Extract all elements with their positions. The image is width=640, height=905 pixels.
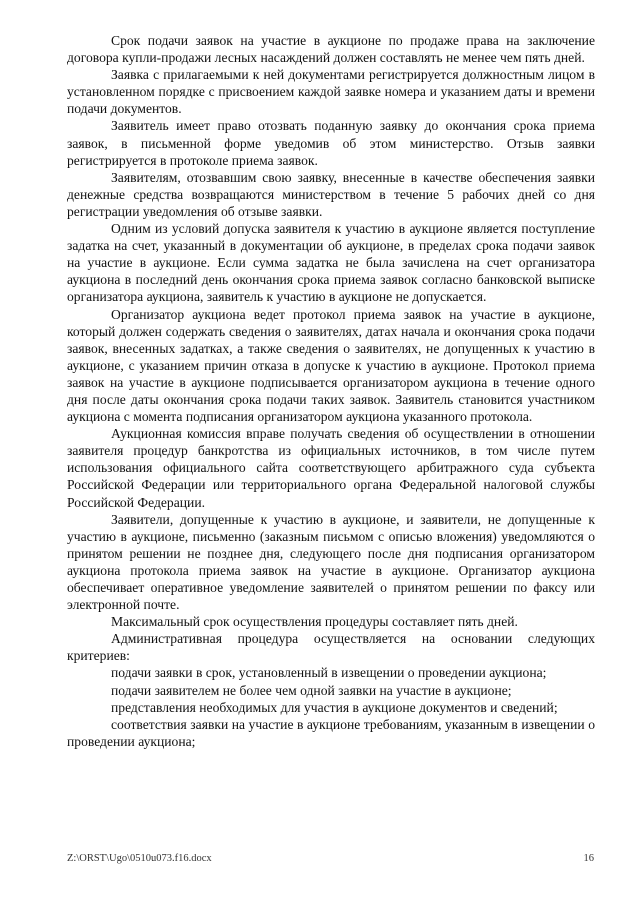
criteria-item: подачи заявки в срок, установленный в извещении о проведении аукциона; (111, 665, 547, 681)
paragraph: Максимальный срок осуществления процедуры составляет пять дней. (111, 614, 518, 630)
criteria-item: подачи заявителем не более чем одной заявки на участие в аукционе; (111, 682, 512, 698)
page-number: 16 (583, 853, 594, 864)
paragraph: Заявка с прилагаемыми к ней документами регистрируется должностным лицом в установленном порядке с присвоением каждой заявке номера и указанием даты и времени подачи документов. (67, 67, 595, 117)
document-body (67, 32, 595, 750)
footer-file-path: Z:\ORST\Ugo\0510u073.f16.docx (67, 853, 212, 864)
paragraph: Заявитель имеет право отозвать поданную заявку до окончания срока приема заявок, в письменной форме уведомив об этом министерство. Отзыв заявки регистрируется в протоколе приема заявок. (67, 118, 595, 168)
paragraph: Срок подачи заявок на участие в аукционе по продаже права на заключение договора купли-продажи лесных насаждений должен составлять не менее чем пять дней. (67, 33, 595, 66)
criteria-item: представления необходимых для участия в аукционе документов и сведений; (111, 699, 558, 715)
paragraph: Заявители, допущенные к участию в аукционе, и заявители, не допущенные к участию в аукционе, письменно (заказным письмом с описью вложения) уведомляются о принятом решении не позднее дня, следующего после дня подписания организатором аукциона протокола приема заявок на участие в аукционе. Организатор аукциона обеспечивает оперативное уведомление заявителей о принятом решении по факсу или электронной почте. (67, 511, 595, 613)
paragraph: Заявителям, отозвавшим свою заявку, внесенные в качестве обеспечения заявки денежные средства возвращаются министерством в течение 5 рабочих дней со дня регистрации уведомления об отзыве заявки. (67, 169, 595, 219)
paragraph: Организатор аукциона ведет протокол приема заявок на участие в аукционе, который должен содержать сведения о заявителях, датах начала и окончания срока подачи заявок, внесенных задатках, а также сведения о заявителях, не допущенных к участию в аукционе, с указанием причин отказа в допуске к участию в аукционе. Протокол приема заявок на участие в аукционе подписывается организатором аукциона в течение одного дня после даты окончания срока подачи таких заявок. Заявитель становится участником аукциона с момента подписания организатором аукциона указанного протокола. (67, 306, 595, 425)
criteria-item: соответствия заявки на участие в аукционе требованиям, указанным в извещении о проведении аукциона; (67, 716, 595, 749)
paragraph: Аукционная комиссия вправе получать сведения об осуществлении в отношении заявителя процедур банкротства из официальных источников, в том числе путем использования официального сайта соответствующего арбитражного суда субъекта Российской Федерации или территориального органа Федеральной налоговой службы Российской Федерации. (67, 426, 595, 510)
paragraph: Административная процедура осуществляется на основании следующих критериев: (67, 631, 595, 664)
paragraph: Одним из условий допуска заявителя к участию в аукционе является поступление задатка на счет, указанный в документации об аукционе, в пределах срока подачи заявок на участие в аукционе. Если сумма задатка не была зачислена на счет организатора аукциона в последний день окончания срока приема заявок согласно банковской выписке организатора аукциона, заявитель к участию в аукционе не допускается. (67, 221, 595, 305)
